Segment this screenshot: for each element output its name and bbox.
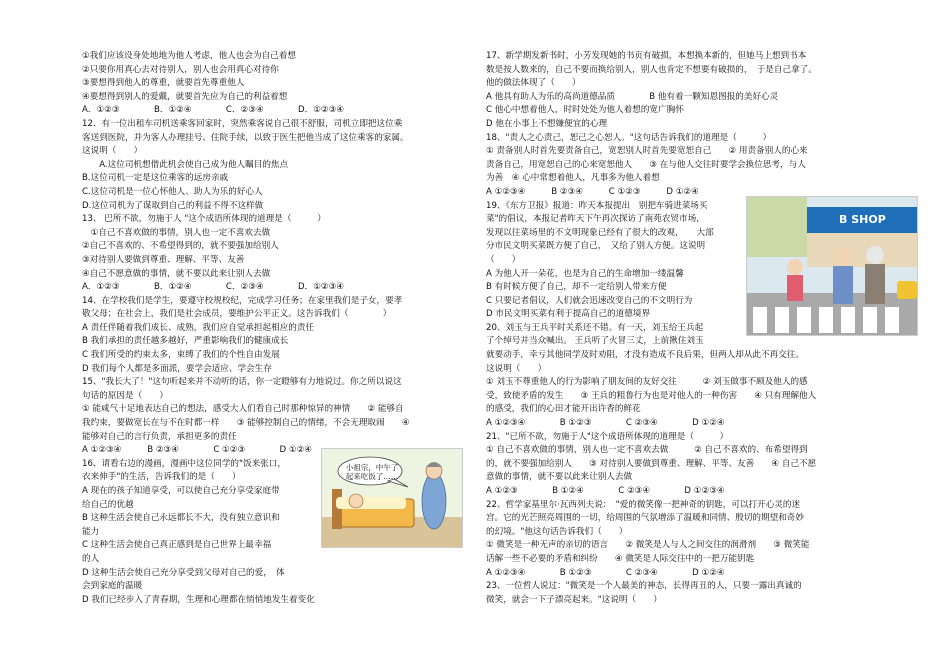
left-text-line: B.这位司机一定是这位乘客的远房亲戚	[82, 173, 229, 184]
right-text-line: A ①②③④ B ②③④ C ①②③ D ①②④	[486, 186, 699, 197]
right-text-line: 他的做法体现了（ ）	[486, 78, 581, 89]
left-text-line: ③要想得到他人的尊重，就要首先尊重他人	[82, 78, 245, 89]
left-text-line: A ①②③④ B ②③④ C ①②③ D ①②④	[82, 445, 313, 456]
right-text-line: （ ）	[486, 254, 521, 265]
left-text-line: C 我们所受的约束太多，束缚了我们的个性自由发展	[82, 350, 280, 361]
left-text-line: 客送到医院，并为客人办理挂号、住院手续，以致于医生把他当成了这位乘客的家属。	[82, 132, 409, 143]
left-text-line: A．①②③ B．①②④ C．②③④ D．①②③④	[82, 282, 345, 293]
left-text-line: 衣来伸手"的生活，告诉我们的是（ ）	[82, 472, 241, 483]
right-text-line: 菜"的倡议，本报记者昨天下午再次探访了南苑农贸市场，	[486, 214, 705, 225]
left-text-line: D 这种生活会使自己充分享受到父母对自己的爱， 体	[82, 567, 285, 578]
left-text-line: 12、有一位出租车司机送乘客回家时，突然乘客说自己很不舒服，司机立即把这位乘	[82, 118, 403, 129]
shop-sign: B SHOP	[839, 213, 886, 226]
left-text-line: D 我们每个人都是多面派，要学会适应、学会生存	[82, 363, 272, 374]
left-text-line: ④自己不愿意做的事情，就不要以此来让别人去做	[82, 268, 271, 279]
left-text-line: A．①②③ B．①②④ C．②③④ D．①②③④	[82, 105, 345, 116]
right-text-line: 20、刘玉与王兵平时关系还不错。有一天，刘玉给王兵起	[486, 322, 704, 333]
left-text-line: 句话的原因是（ ）	[82, 390, 168, 401]
left-text-line: ①我们应该设身处地地为他人考虑，他人也会为自己着想	[82, 51, 296, 61]
right-text-line: 就要动手，幸亏其他同学及时劝阻，才没有造成不良后果，但两人却从此不再交往。	[486, 350, 804, 361]
left-text-line: ②自己不喜欢的、不希望得到的，就不要强加给别人	[82, 241, 279, 252]
left-text-line: 16、请看右边的漫画，漫画中这位同学的"饭来张口，	[82, 458, 286, 469]
left-text-line: 我约束，要做宽长在与不在时都一样 ③ 能够控制自己的情绪，不会无理取闹 ④	[82, 418, 410, 429]
right-text-line: C 他心中想着他人，时时处处为他人着想的宽广胸怀	[486, 105, 684, 116]
right-text-line: 数是按人数来的，自己不要而换给别人，别人也肯定不想要有破损的， 于是自己拿了。	[486, 64, 817, 75]
right-text-line: C 只要记者倡议，人们就会迅速改变自己的不文明行为	[486, 295, 693, 306]
right-text-line: ① 自己不喜欢做的事情，别人也一定不喜欢去做 ② 自己不喜欢的、布希望得到	[486, 445, 808, 456]
right-text-line: 发现以往菜场里的不文明现象已经有了很大的改观， 大部	[486, 227, 714, 238]
right-text-line: 23、一位哲人说过："微笑是一个人最美的神态，长得再丑的人，只要一露出真诚的	[486, 581, 802, 592]
right-text-line: 17、新学期发新书时，小芳发现她的书页有破损，本想换本新的，但她马上想到书本	[486, 51, 807, 61]
left-text-line: 能力	[82, 526, 100, 537]
left-text-line: ①自己不喜欢做的事情，别人也一定不喜欢去做	[82, 227, 271, 238]
left-text-line: 会到家庭的温暖	[82, 581, 143, 592]
right-text-line: ① 责备别人时首先要责备自己，宽恕别人时首先要宽恕自己 ② 用责备别人的心来	[486, 146, 808, 157]
right-text-line: 意做的事情，就不要以此来让别人去做	[486, 472, 633, 483]
right-text-line: 18、"责人之心责己，恕己之心恕人。"这句话告诉我们的道理是（ ）	[486, 132, 772, 143]
left-text-line: ②只要你用真心去对待别人，别人也会用真心对待你	[82, 64, 279, 75]
left-text-line: 的人	[82, 553, 100, 564]
right-text-line: A ①②③ B ①②④ C ②③④ D ①②③④	[486, 486, 725, 496]
right-text-line: 了个绰号并当众喊出。 王兵听了火冒三丈，上前揪住刘玉	[486, 336, 704, 347]
right-text-line: 为善 ④ 心中常想着他人，凡事多为他人着想	[486, 173, 660, 184]
left-text-line: ③对待别人要做到尊重、理解、平等、友善	[82, 254, 245, 265]
left-text-line: ① 能咸气十足地表达自己的想法，感受大人们看自己时那种惊异的神情 ② 能够自	[82, 404, 404, 415]
cartoon-street	[746, 196, 918, 336]
left-text-line: 14、在学校我们是学生，要遵守校规校纪，完成学习任务；在家里我们是子女，要孝	[82, 295, 403, 306]
right-text-line: A ①②③④ B ①②③ C ②③④ D ①②④	[486, 567, 725, 578]
right-text-line: 宫。它的光芒照亮周围的一切，给周围的气氛增添了温暖和同情、殷切的期望和奇妙	[486, 513, 804, 524]
left-text-line: 敬父母；在社会上，我们是社会成员，要维护公平正义。这告诉我们（ ）	[82, 309, 392, 320]
right-text-line: 的幻境。"他这句话告诉我们（ ）	[486, 526, 628, 537]
left-text-line: 15、"我长大了！"这句听起来并不动听的话，你一定瞪够有力地说过。你之所以说这	[82, 377, 402, 388]
left-text-line: A.这位司机想借此机会使自己成为他人瞩目的焦点	[82, 159, 289, 170]
left-text-line: 给自己的优越	[82, 499, 134, 510]
left-text-line: 能够对自己的言行负责，承担更多的责任	[82, 431, 237, 442]
right-text-line: 22、哲学家基里尔·瓦西列夫说： "爱的微笑像一把神奇的钥匙，可以打开心灵的迷	[486, 499, 801, 510]
right-text-line: D 市民文明买菜有利于提高自己的道德境界	[486, 309, 651, 320]
left-text-line: B 这种生活会使自己永远都长不大，没有独立意识和	[82, 513, 280, 524]
right-text-line: 的感受，我们的心田才能开出许香的鲜花	[486, 404, 641, 415]
left-text-line: ④要想得到别人的爱戴，就要首先应为自己的利益着想	[82, 91, 288, 102]
cartoon-bedroom	[321, 448, 463, 548]
left-text-line: 这说明（ ）	[82, 146, 143, 157]
left-text-line: D.这位司机为了谋取到自己的利益不得不这样做	[82, 200, 264, 211]
cartoon-street-drawing	[747, 197, 917, 335]
right-text-line: 21、"已所不欲，勿施于人"这个成语所体现的道理是（ ）	[486, 431, 729, 442]
left-text-line: A 责任伴随着我们成长、成熟，我们应自觉承担起相应的责任	[82, 322, 315, 333]
right-text-line: 分市民文明买菜既方便了自己， 又给了别人方便。这说明	[486, 241, 706, 252]
right-text-line: A 他具有助人为乐的高尚道德品质 B 他有着一颗知恩图报的美好心灵	[486, 91, 779, 102]
left-text-line: 13、 巴所不欲，勿施于人 "这个成语所体现的道理是（ ）	[82, 214, 326, 225]
right-text-line: 的，就不要强加给别人 ③ 对待别人要做到尊重、理解、平等、友善 ④ 自己不愿	[486, 458, 817, 469]
left-text-line: C 这种生活会使自己真正感到是自己世界上最幸福	[82, 540, 272, 551]
left-text-line: C.这位司机是一位心怀他人、助人为乐的好心人	[82, 186, 263, 197]
right-text-line: B 有时候方便了自己，却不一定给别人带来方便	[486, 282, 667, 293]
right-text-line: 话解一些不必要的矛盾和纠纷 ④ 微笑是人际交往中的一把万能钥匙	[486, 553, 755, 564]
right-text-line: 19、《东方卫报》报道：昨天本报提出 别把车骑进菜场买	[486, 200, 708, 211]
right-text-line: 微笑，就会一下子漂亮起来。"这说明（ ）	[486, 594, 662, 605]
left-text-line: A 现在的孩子知道享受，可以使自己充分享受家庭带	[82, 486, 280, 496]
right-text-line: ① 微笑是一种无声的亲切的语言 ② 微笑是人与人之间交往的润滑剂 ③ 微笑能	[486, 540, 810, 551]
left-text-line: D 我们已经步入了青春期，生理和心理都在悄悄地发生着变化	[82, 594, 315, 605]
right-text-line: A 为他人开一朵花，也是为自己的生命增加一缕温馨	[486, 268, 684, 279]
right-text-line: 受，致使矛盾的发生 ③ 王兵的粗鲁行为也是对他人的一种伤害 ④ 只有理解他人	[486, 390, 817, 401]
right-text-line: D 他在小事上不想嫌便宜的心理	[486, 118, 608, 129]
right-text-line: ① 刘玉不尊重他人的行为影响了朋友间的友好交往 ② 刘玉做事不顾及他人的感	[486, 377, 808, 388]
left-text-line: B 我们承担的责任越多越好，严重影响我们的健康成长	[82, 336, 289, 347]
speech-bubble-text: 小祖宗，中午了起来吃饭了……	[345, 463, 399, 481]
right-text-line: 这说明（ ）	[486, 363, 547, 374]
right-text-line: A ①②③④ B ①②③ C ②③④ D ①②④	[486, 418, 725, 429]
right-text-line: 责备自己，用宽恕自己的心来宽恕他人 ③ 在与他人交往时要学会换位思考，与人	[486, 159, 806, 170]
